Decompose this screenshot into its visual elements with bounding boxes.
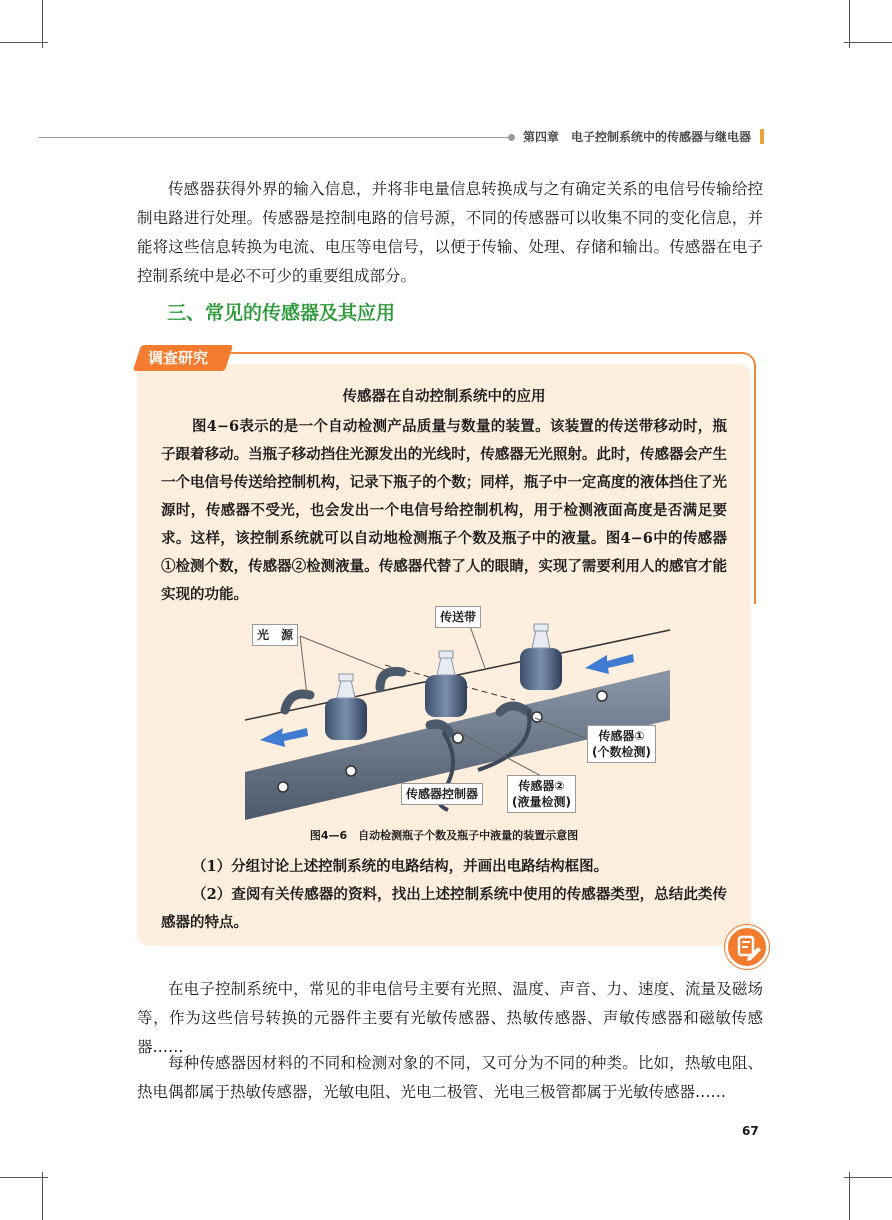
- research-tag: 调查研究: [148, 349, 209, 367]
- header-accent-bar: [760, 129, 764, 144]
- figure-caption: 图4—6 自动检测瓶子个数及瓶子中液量的装置示意图: [309, 829, 579, 842]
- leader-line: [470, 626, 485, 668]
- page-number: 67: [742, 1124, 759, 1138]
- chapter-header: 第四章 电子控制系统中的传感器与继电器: [523, 130, 752, 144]
- pencil-note-icon: [725, 925, 769, 969]
- crop-mark: [42, 0, 43, 48]
- intro-paragraph: 传感器获得外界的输入信息，并将非电量信息转换成与之有确定关系的电信号传输给控制电路进行处理。传感器是控制电路的信号源，不同的传感器可以收集不同的变化信息，并能将这些信息转换为电流、电压等电信号，以便于传输、处理、存储和输出。传感器在电子控制系统中是必不可少的重要组成部分。: [137, 180, 763, 285]
- direction-arrow-left: [260, 728, 308, 747]
- section-title: 三、常见的传感器及其应用: [167, 302, 396, 324]
- label-conveyor: 传送带: [435, 606, 481, 628]
- leader-line: [300, 636, 385, 670]
- crop-mark: [844, 42, 892, 43]
- paragraph-two: 在电子控制系统中，常见的非电信号主要有光照、温度、声音、力、速度、流量及磁场等，作为这些信号转换的元器件主要有光敏传感器、热敏传感器、声敏传感器和磁敏传感器……: [137, 980, 763, 1056]
- bottle: [425, 651, 467, 717]
- belt-roller: [346, 766, 356, 776]
- bottle: [520, 624, 562, 690]
- crop-mark: [0, 1177, 48, 1178]
- label-light-source: 光 源: [252, 624, 298, 646]
- conveyor-figure: [245, 600, 675, 830]
- belt-roller: [278, 782, 288, 792]
- crop-mark: [844, 1177, 892, 1178]
- label-sensor-one: [587, 725, 656, 763]
- bottle: [325, 674, 367, 740]
- task-two: （2）查阅有关传感器的资料，找出上述控制系统中使用的传感器类型，总结此类传感器的特点。: [161, 886, 727, 931]
- research-heading: 传感器在自动控制系统中的应用: [342, 389, 546, 405]
- header-rule: [38, 137, 508, 138]
- label-sensor-two-purpose: (液量检测): [512, 795, 571, 809]
- label-sensor-two-name: 传感器②: [518, 779, 565, 793]
- light-source-right: [380, 671, 402, 688]
- label-sensor-two: [507, 775, 576, 813]
- label-controller: 传感器控制器: [401, 783, 483, 805]
- crop-mark: [849, 0, 850, 48]
- crop-mark: [42, 1172, 43, 1220]
- pencil-note-glyph: [728, 928, 766, 966]
- leader-line: [300, 636, 307, 695]
- crop-mark: [849, 1172, 850, 1220]
- belt-roller: [597, 691, 607, 701]
- belt-roller: [453, 733, 463, 743]
- header-dot: [508, 134, 515, 141]
- task-one: （1）分组讨论上述控制系统的电路结构，并画出电路结构框图。: [192, 858, 609, 875]
- crop-mark: [0, 42, 48, 43]
- direction-arrow-right: [585, 654, 634, 674]
- label-sensor-one-name: 传感器①: [598, 729, 645, 743]
- research-body: 图4−6表示的是一个自动检测产品质量与数量的装置。该装置的传送带移动时，瓶子跟着移动。当瓶子移动挡住光源发出的光线时，传感器无光照射。此时，传感器会产生一个电信号传送给控制机构，记录下瓶子的个数；同样，瓶子中一定高度的液体挡住了光源时，传感器不受光，也会发出一个电信号给控制机构，用于检测液面高度是否满足要求。这样，该控制系统就可以自动地检测瓶子个数及瓶子中的液量。图4−6中的传感器①检测个数，传感器②检测液量。传感器代替了人的眼睛，实现了需要利用人的感官才能实现的功能。: [161, 418, 727, 603]
- paragraph-three: 每种传感器因材料的不同和检测对象的不同，又可分为不同的种类。比如，热敏电阻、热电偶都属于热敏传感器，光敏电阻、光电二极管、光电三极管都属于光敏传感器……: [137, 1054, 763, 1101]
- label-sensor-one-purpose: (个数检测): [592, 745, 651, 759]
